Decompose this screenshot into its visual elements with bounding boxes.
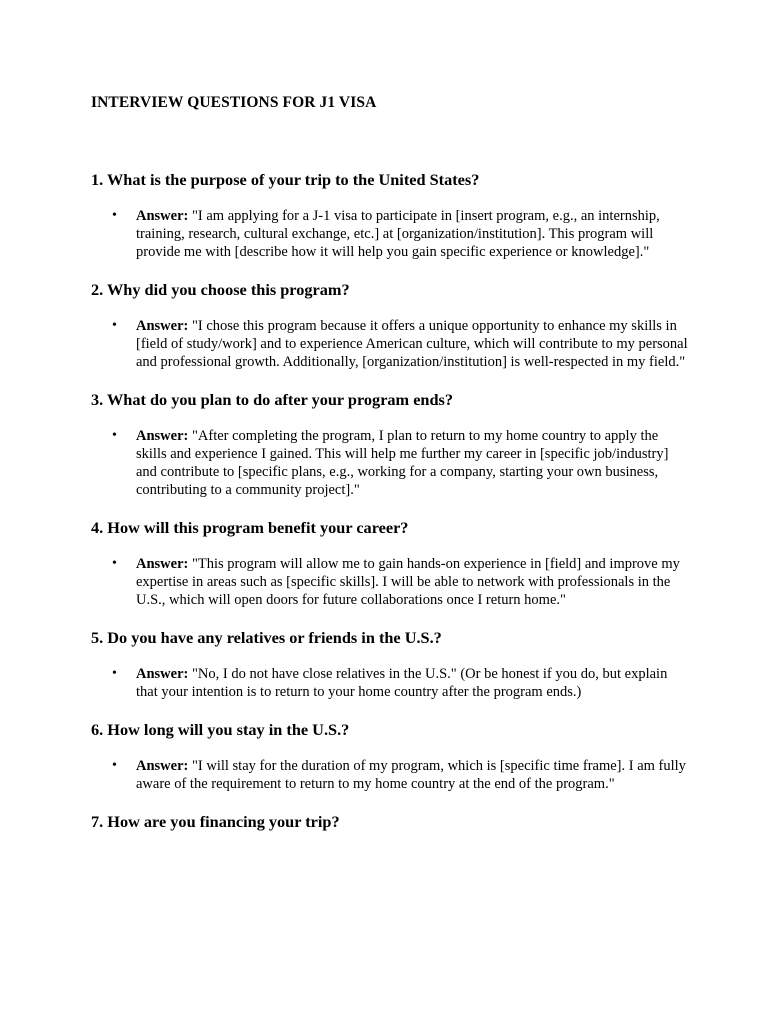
answer-text: "I will stay for the duration of my program, which is [specific time frame]. I am fully aware of the requirement to return to my home country at the end of the program." bbox=[136, 758, 686, 792]
question-heading: 2. Why did you choose this program? bbox=[91, 280, 350, 299]
bullet-icon: • bbox=[112, 666, 117, 681]
answer-label: Answer: bbox=[136, 208, 189, 224]
question-heading: 4. How will this program benefit your career? bbox=[91, 518, 409, 537]
answer-text: "This program will allow me to gain hands-on experience in [field] and improve my expertise in areas such as [specific skills]. I will be able to network with professionals in the U.S., which will open doors for future collaborations once I return home." bbox=[136, 556, 680, 608]
answer-label: Answer: bbox=[136, 318, 189, 334]
qa-item-2 bbox=[91, 280, 691, 371]
qa-item-4 bbox=[91, 518, 691, 609]
answer-list bbox=[91, 757, 691, 793]
answer-list-item bbox=[91, 207, 691, 261]
answer-label: Answer: bbox=[136, 758, 189, 774]
answer-list-item bbox=[91, 555, 691, 609]
answer-list-item bbox=[91, 427, 691, 499]
answer-list bbox=[91, 207, 691, 261]
question-heading: 7. How are you financing your trip? bbox=[91, 812, 340, 831]
answer-list bbox=[91, 317, 691, 371]
answer-list bbox=[91, 555, 691, 609]
answer-text: "After completing the program, I plan to return to my home country to apply the skills and experience I gained. This will help me further my career in [specific job/industry] and contribute to [specific plans, e.g., working for a company, starting your own business, contributing to a community project]." bbox=[136, 428, 669, 498]
question-heading: 3. What do you plan to do after your program ends? bbox=[91, 390, 454, 409]
answer-text: "I am applying for a J-1 visa to participate in [insert program, e.g., an internship, training, research, cultural exchange, etc.] at [organization/institution]. This program will provide me with [describe how it will help you gain specific experience or knowledge]." bbox=[136, 208, 660, 260]
bullet-icon: • bbox=[112, 208, 117, 223]
answer-list-item bbox=[91, 757, 691, 793]
qa-item-6 bbox=[91, 720, 691, 793]
document-title: INTERVIEW QUESTIONS FOR J1 VISA bbox=[91, 94, 377, 111]
answer-text: "I chose this program because it offers a unique opportunity to enhance my skills in [field of study/work] and to experience American culture, which will contribute to my personal and professional growth. Additionally, [organization/institution] is well-respected in my field." bbox=[136, 318, 688, 370]
answer-label: Answer: bbox=[136, 556, 189, 572]
qa-item-5 bbox=[91, 628, 691, 701]
question-heading: 1. What is the purpose of your trip to the United States? bbox=[91, 170, 480, 189]
bullet-icon: • bbox=[112, 556, 117, 571]
answer-label: Answer: bbox=[136, 428, 189, 444]
qa-item-1 bbox=[91, 170, 691, 261]
answer-label: Answer: bbox=[136, 666, 189, 682]
qa-item-3 bbox=[91, 390, 691, 499]
question-heading: 6. How long will you stay in the U.S.? bbox=[91, 720, 350, 739]
answer-list bbox=[91, 665, 691, 701]
answer-list-item bbox=[91, 317, 691, 371]
answer-list bbox=[91, 427, 691, 499]
answer-list-item bbox=[91, 665, 691, 701]
question-heading: 5. Do you have any relatives or friends in the U.S.? bbox=[91, 628, 442, 647]
answer-text: "No, I do not have close relatives in the U.S." (Or be honest if you do, but explain that your intention is to return to your home country after the program ends.) bbox=[136, 666, 668, 700]
bullet-icon: • bbox=[112, 428, 117, 443]
qa-list bbox=[91, 170, 691, 849]
bullet-icon: • bbox=[112, 758, 117, 773]
qa-item-7 bbox=[91, 812, 691, 832]
bullet-icon: • bbox=[112, 318, 117, 333]
